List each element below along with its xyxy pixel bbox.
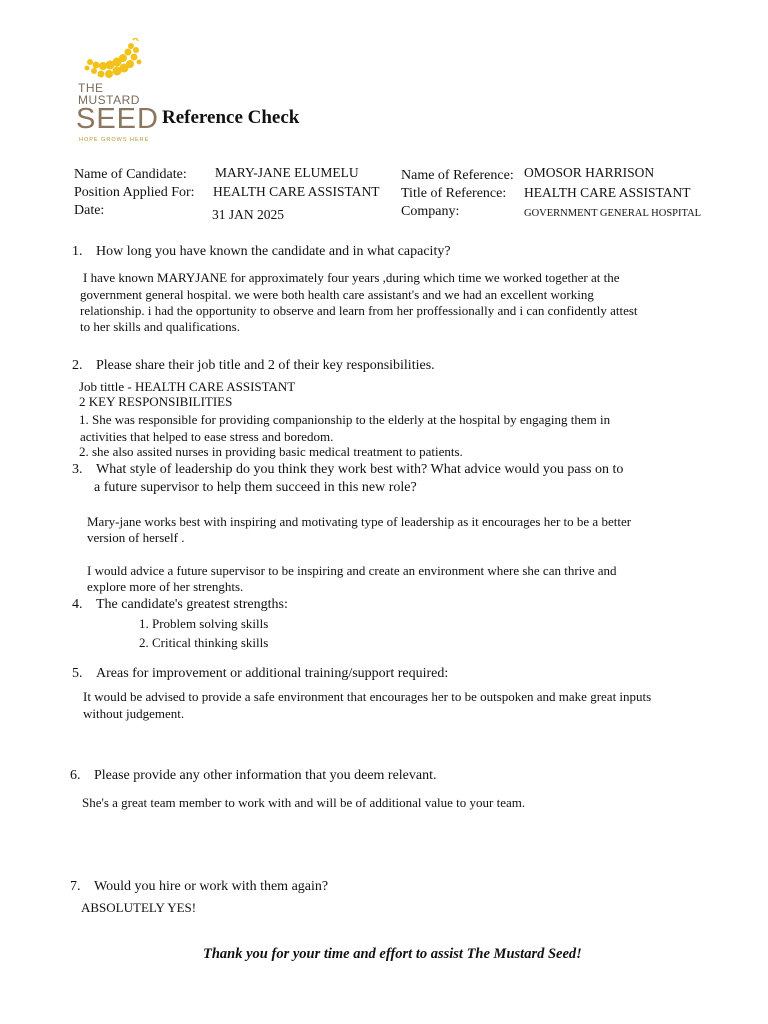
question-number: 1.	[72, 244, 83, 259]
answer-1-line-1: I have known MARYJANE for approximately four years ,during which time we worked together at the	[83, 270, 620, 285]
date-label: Date:	[74, 203, 105, 218]
answer-5-line-1: It would be advised to provide a safe environment that encourages her to be outspoken and make great inputs	[83, 689, 652, 704]
answer-3-line-1: Mary-jane works best with inspiring and motivating type of leadership as it encourages her to be a better	[87, 514, 632, 529]
answer-4-line-1: 1. Problem solving skills	[139, 616, 269, 631]
question-text: How long you have known the candidate and in what capacity?	[96, 244, 451, 259]
position-label: Position Applied For:	[74, 185, 195, 200]
answer-2-line-1: Job tittle - HEALTH CARE ASSISTANT	[79, 379, 296, 394]
answer-1-line-3: relationship. i had the opportunity to observe and learn from her proffessionally and i can confidently attest	[80, 303, 638, 318]
closing-message: Thank you for your time and effort to assist The Mustard Seed!	[203, 946, 582, 962]
reference-name-label: Name of Reference:	[401, 168, 514, 183]
question-text: Areas for improvement or additional training/support required:	[96, 666, 449, 681]
page-title: Reference Check	[162, 107, 300, 128]
logo-tagline: HOPE GROWS HERE	[79, 137, 150, 143]
answer-2-line-4: activities that helped to ease stress and boredom.	[80, 429, 334, 444]
question-text: What style of leadership do you think they work best with? What advice would you pass on to	[96, 462, 624, 477]
candidate-name-label: Name of Candidate:	[74, 167, 187, 182]
question-number: 2.	[72, 358, 83, 373]
answer-2-line-3: 1. She was responsible for providing companionship to the elderly at the hospital by engaging them in	[79, 412, 611, 427]
question-number: 3.	[72, 462, 83, 477]
question-text: The candidate's greatest strengths:	[96, 597, 288, 612]
answer-1-line-4: to her skills and qualifications.	[80, 319, 240, 334]
answer-6-line-1: She's a great team member to work with and will be of additional value to your team.	[82, 795, 526, 810]
question-text: Please share their job title and 2 of their key responsibilities.	[96, 358, 435, 373]
position-value: HEALTH CARE ASSISTANT	[213, 184, 380, 199]
question-text: Would you hire or work with them again?	[94, 879, 329, 894]
answer-1-line-2: government general hospital. we were both health care assistant's and we had an excellent working	[80, 287, 594, 302]
answer-5-line-2: without judgement.	[83, 706, 185, 721]
logo-text-line3: SEED	[76, 103, 159, 135]
reference-name-value: OMOSOR HARRISON	[524, 165, 655, 180]
company-label: Company:	[401, 204, 460, 219]
reference-title-value: HEALTH CARE ASSISTANT	[524, 185, 691, 200]
answer-3-line-3: I would advice a future supervisor to be inspiring and create an environment where she can thrive and	[87, 563, 617, 578]
question-number: 4.	[72, 597, 83, 612]
date-value: 31 JAN 2025	[212, 207, 285, 222]
question-number: 7.	[70, 879, 81, 894]
candidate-name-value: MARY-JANE ELUMELU	[215, 165, 359, 180]
question-3-continued: a future supervisor to help them succeed in this new role?	[94, 480, 417, 495]
question-number: 6.	[70, 768, 81, 783]
logo-text-line2: MUSTARD	[78, 93, 140, 107]
question-number: 5.	[72, 666, 83, 681]
company-value: GOVERNMENT GENERAL HOSPITAL	[524, 208, 702, 219]
answer-2-line-5: 2. she also assited nurses in providing basic medical treatment to patients.	[79, 444, 463, 459]
reference-title-label: Title of Reference:	[401, 186, 507, 201]
answer-2-line-2: 2 KEY RESPONSIBILITIES	[79, 394, 233, 409]
answer-3-line-4: explore more of her strenghts.	[87, 579, 244, 594]
answer-3-line-2: version of herself .	[87, 530, 185, 545]
answer-7-line-1: ABSOLUTELY YES!	[81, 900, 197, 915]
logo-text-line1: THE	[78, 81, 104, 95]
question-text: Please provide any other information that you deem relevant.	[94, 768, 437, 783]
answer-4-line-2: 2. Critical thinking skills	[139, 635, 269, 650]
